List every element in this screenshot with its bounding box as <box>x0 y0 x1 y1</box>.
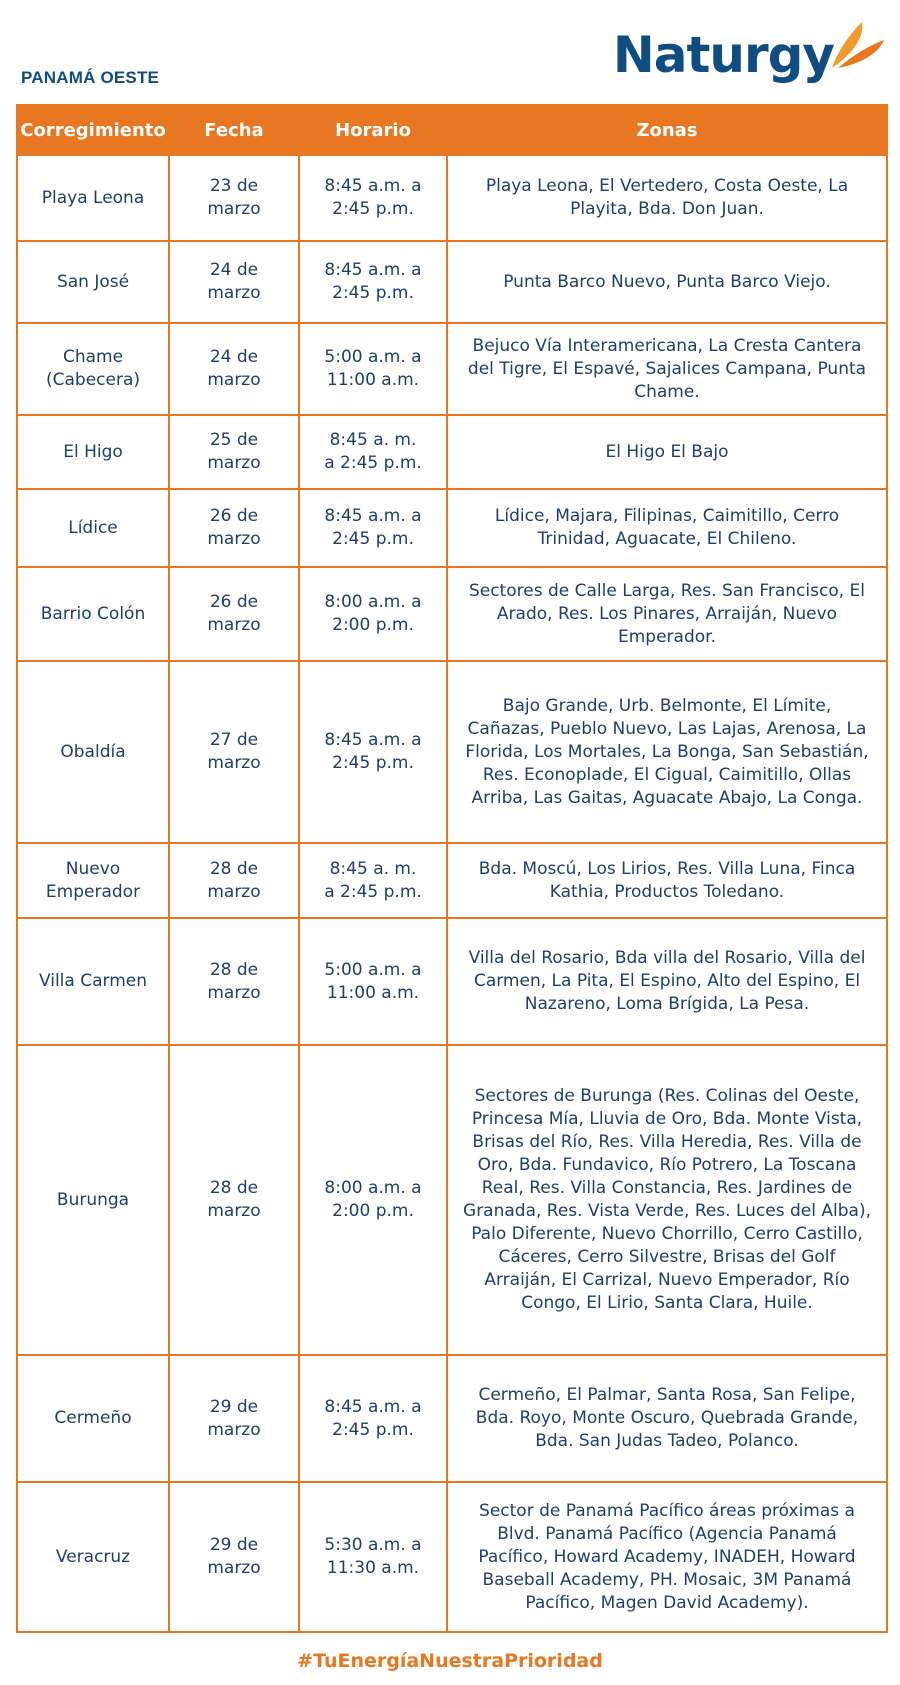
zonas-cell: Punta Barco Nuevo, Punta Barco Viejo. <box>447 241 887 323</box>
fecha-cell: 29 de marzo <box>169 1355 299 1482</box>
zonas-cell: Bejuco Vía Interamericana, La Cresta Cantera del Tigre, El Espavé, Sajalices Campana, Punta Chame. <box>447 323 887 415</box>
table-row <box>17 489 887 567</box>
column-header: Fecha <box>169 105 299 155</box>
table-row <box>17 567 887 661</box>
fecha-cell: 28 de marzo <box>169 1045 299 1355</box>
butterfly-icon <box>828 16 886 72</box>
fecha-cell: 27 de marzo <box>169 661 299 843</box>
corregimiento-cell: San José <box>17 241 169 323</box>
fecha-cell: 23 de marzo <box>169 155 299 241</box>
header <box>0 0 900 104</box>
brand-name: Naturgy <box>612 26 834 84</box>
table-row <box>17 843 887 918</box>
corregimiento-cell: Playa Leona <box>17 155 169 241</box>
horario-cell: 5:00 a.m. a 11:00 a.m. <box>299 918 447 1045</box>
corregimiento-cell: Veracruz <box>17 1482 169 1632</box>
zonas-cell: Sectores de Calle Larga, Res. San Francisco, El Arado, Res. Los Pinares, Arraiján, Nuevo Emperador. <box>447 567 887 661</box>
fecha-cell: 28 de marzo <box>169 918 299 1045</box>
fecha-cell: 24 de marzo <box>169 323 299 415</box>
horario-cell: 8:45 a. m. a 2:45 p.m. <box>299 415 447 489</box>
fecha-cell: 29 de marzo <box>169 1482 299 1632</box>
table-row <box>17 918 887 1045</box>
fecha-cell: 28 de marzo <box>169 843 299 918</box>
zonas-cell: Villa del Rosario, Bda villa del Rosario, Villa del Carmen, La Pita, El Espino, Alto del Espino, El Nazareno, Loma Brígida, La Pesa. <box>447 918 887 1045</box>
corregimiento-cell: Barrio Colón <box>17 567 169 661</box>
table-row <box>17 661 887 843</box>
horario-cell: 8:45 a.m. a 2:45 p.m. <box>299 1355 447 1482</box>
fecha-cell: 24 de marzo <box>169 241 299 323</box>
zonas-cell: Lídice, Majara, Filipinas, Caimitillo, Cerro Trinidad, Aguacate, El Chileno. <box>447 489 887 567</box>
horario-cell: 8:00 a.m. a 2:00 p.m. <box>299 1045 447 1355</box>
region-title: PANAMÁ OESTE <box>21 68 160 87</box>
horario-cell: 8:45 a. m. a 2:45 p.m. <box>299 843 447 918</box>
table-row <box>17 323 887 415</box>
horario-cell: 8:45 a.m. a 2:45 p.m. <box>299 241 447 323</box>
horario-cell: 8:45 a.m. a 2:45 p.m. <box>299 489 447 567</box>
corregimiento-cell: Nuevo Emperador <box>17 843 169 918</box>
corregimiento-cell: Cermeño <box>17 1355 169 1482</box>
fecha-cell: 26 de marzo <box>169 567 299 661</box>
table-header-row <box>17 105 887 155</box>
table-row <box>17 415 887 489</box>
corregimiento-cell: El Higo <box>17 415 169 489</box>
horario-cell: 8:00 a.m. a 2:00 p.m. <box>299 567 447 661</box>
zonas-cell: El Higo El Bajo <box>447 415 887 489</box>
corregimiento-cell: Villa Carmen <box>17 918 169 1045</box>
corregimiento-cell: Chame (Cabecera) <box>17 323 169 415</box>
horario-cell: 5:00 a.m. a 11:00 a.m. <box>299 323 447 415</box>
table-row <box>17 155 887 241</box>
zonas-cell: Sector de Panamá Pacífico áreas próximas a Blvd. Panamá Pacífico (Agencia Panamá Pacífico, Howard Academy, INADEH, Howard Baseball Academy, PH. Mosaic, 3M Panamá Pacífico, Magen David Academy). <box>447 1482 887 1632</box>
horario-cell: 8:45 a.m. a 2:45 p.m. <box>299 155 447 241</box>
zonas-cell: Playa Leona, El Vertedero, Costa Oeste, La Playita, Bda. Don Juan. <box>447 155 887 241</box>
table-row <box>17 241 887 323</box>
naturgy-logo <box>612 16 886 84</box>
table-row <box>17 1045 887 1355</box>
table-row <box>17 1482 887 1632</box>
zonas-cell: Bajo Grande, Urb. Belmonte, El Límite, Cañazas, Pueblo Nuevo, Las Lajas, Arenosa, La Florida, Los Mortales, La Bonga, San Sebastián, Res. Econoplade, El Cigual, Caimitillo, Ollas Arriba, Las Gaitas, Aguacate Abajo, La Conga. <box>447 661 887 843</box>
zonas-cell: Bda. Moscú, Los Lirios, Res. Villa Luna, Finca Kathia, Productos Toledano. <box>447 843 887 918</box>
corregimiento-cell: Burunga <box>17 1045 169 1355</box>
horario-cell: 8:45 a.m. a 2:45 p.m. <box>299 661 447 843</box>
corregimiento-cell: Lídice <box>17 489 169 567</box>
zonas-cell: Sectores de Burunga (Res. Colinas del Oeste, Princesa Mía, Lluvia de Oro, Bda. Monte Vista, Brisas del Río, Res. Villa Heredia, Res. Villa de Oro, Bda. Fundavico, Río Potrero, La Toscana Real, Res. Villa Constancia, Res. Jardines de Granada, Res. Vista Verde, Res. Luces del Alba), Palo Diferente, Nuevo Chorrillo, Cerro Castillo, Cáceres, Cerro Silvestre, Brisas del Golf Arraiján, El Carrizal, Nuevo Emperador, Río Congo, El Lirio, Santa Clara, Huile. <box>447 1045 887 1355</box>
fecha-cell: 25 de marzo <box>169 415 299 489</box>
column-header: Horario <box>299 105 447 155</box>
corregimiento-cell: Obaldía <box>17 661 169 843</box>
schedule-table <box>16 104 888 1633</box>
zonas-cell: Cermeño, El Palmar, Santa Rosa, San Felipe, Bda. Royo, Monte Oscuro, Quebrada Grande, Bda. San Judas Tadeo, Polanco. <box>447 1355 887 1482</box>
horario-cell: 5:30 a.m. a 11:30 a.m. <box>299 1482 447 1632</box>
table-row <box>17 1355 887 1482</box>
column-header: Corregimiento <box>17 105 169 155</box>
fecha-cell: 26 de marzo <box>169 489 299 567</box>
column-header: Zonas <box>447 105 887 155</box>
footer-hashtag: #TuEnergíaNuestraPrioridad <box>297 1650 603 1672</box>
